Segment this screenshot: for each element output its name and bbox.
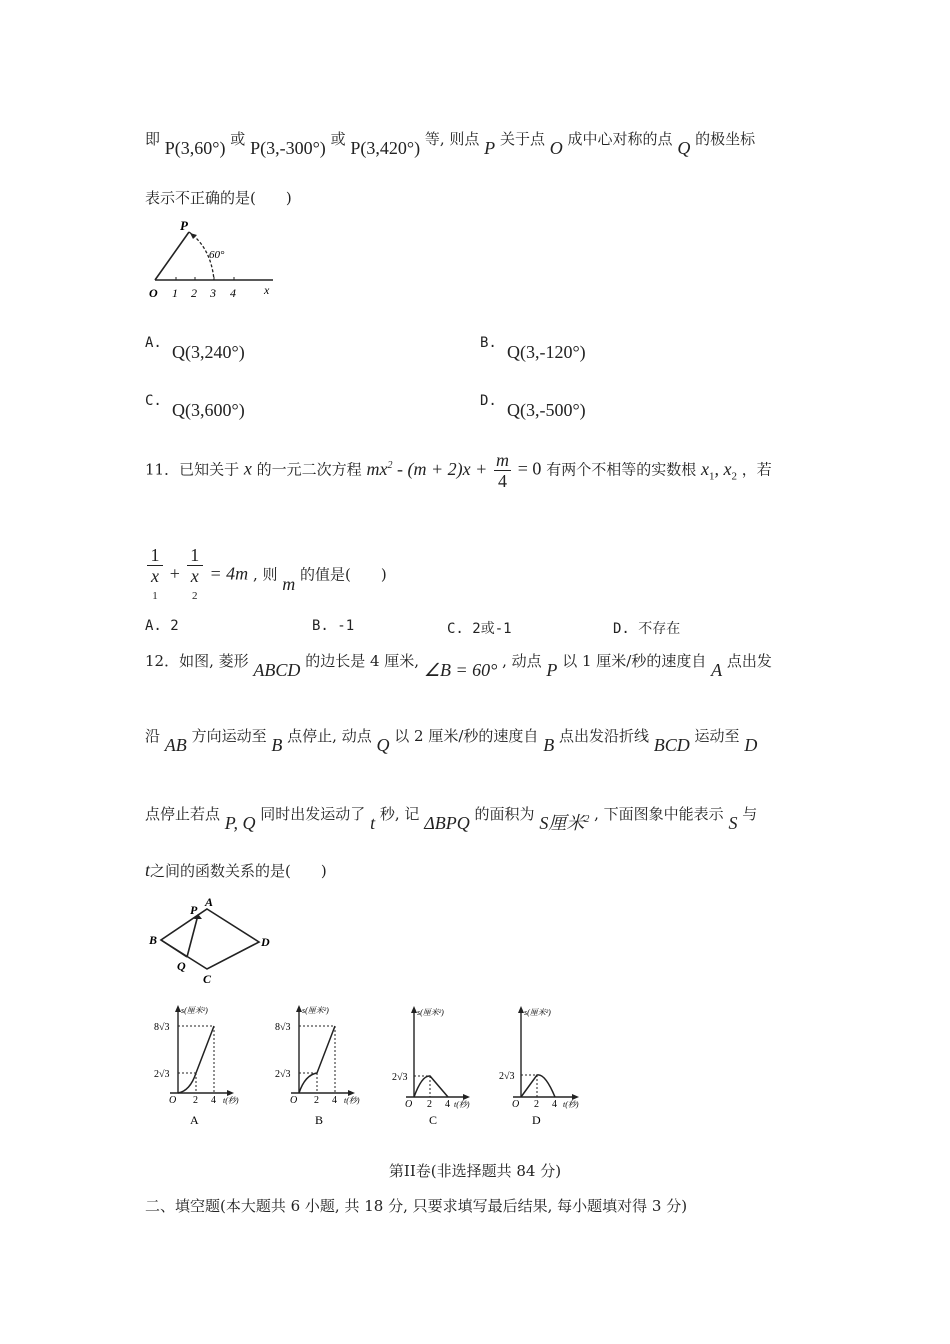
graph-d-y-lo: 2√3 <box>499 1071 515 1082</box>
q11-m: m <box>282 573 296 594</box>
segment-bq <box>161 940 187 957</box>
graph-b-tick-4: 4 <box>332 1095 337 1106</box>
graph-d-origin: O <box>512 1099 520 1110</box>
q10-or2: 或 <box>330 130 346 148</box>
graph-b-letter: B <box>315 1113 324 1127</box>
q12-pq: P, Q <box>224 813 256 833</box>
q12-bcd: BCD <box>653 735 690 755</box>
q10-option-b-value: Q(3,-120°) <box>507 342 586 362</box>
graph-c-y-lo: 2√3 <box>392 1072 408 1083</box>
q11-roots <box>701 458 738 483</box>
q10-lead: 即 <box>145 130 161 148</box>
q10-option-a-value: Q(3,240°) <box>172 342 245 362</box>
q12-l2f: 运动至 <box>694 727 740 745</box>
q12-l3d: 的面积为 <box>474 805 535 823</box>
arc-arrow-icon <box>190 233 197 239</box>
q11-eq-r: = 4m <box>209 563 249 584</box>
q12-l1b: 的边长是 4 厘米, <box>305 652 420 670</box>
graph-a-letter: A <box>190 1113 199 1127</box>
q11-option-a: A. 2 <box>145 618 179 634</box>
q12-l1a: 12．如图, 菱形 <box>145 652 249 670</box>
q11-eq-a: mx <box>366 458 388 479</box>
graph-c-curve <box>414 1076 448 1097</box>
polar-label-p: P <box>180 218 188 233</box>
rhombus-label-a: A <box>205 895 214 909</box>
graph-d-xlabel: t(秒) <box>563 1100 579 1109</box>
q10-option-d-value: Q(3,-500°) <box>507 400 586 420</box>
graph-c-letter: C <box>429 1113 438 1127</box>
q10-point-q: Q <box>677 138 691 158</box>
q11-frac-den: 4 <box>498 471 507 491</box>
q12-l2e: 点出发沿折线 <box>558 727 649 745</box>
q11-f1-num: 1 <box>147 545 163 566</box>
q11-text4: , 则 <box>252 565 278 584</box>
q12-b2: B <box>543 735 555 755</box>
q11-f2-num: 1 <box>187 545 203 566</box>
graph-c-tick-2: 2 <box>427 1099 432 1110</box>
q10-option-c-value: Q(3,600°) <box>172 400 245 420</box>
rhombus-abcd <box>161 909 259 969</box>
q10-or1: 或 <box>230 130 246 148</box>
q11-line2 <box>145 545 387 606</box>
q12-angle: ∠B = 60° <box>423 660 498 680</box>
q12-s-square: 2 <box>584 814 590 825</box>
q10-p3: P(3,420°) <box>350 138 421 158</box>
polar-label-o: O <box>149 286 158 300</box>
polar-tick-label-2: 2 <box>191 286 197 300</box>
q12-graph-b <box>275 1003 375 1128</box>
q12-l2b: 方向运动至 <box>191 727 267 745</box>
graph-c-xlabel: t(秒) <box>454 1100 470 1109</box>
q11-option-d: D. 不存在 <box>613 621 681 637</box>
q10-polar-figure <box>145 218 285 302</box>
graph-b-origin: O <box>290 1095 298 1106</box>
q12-b1: B <box>271 735 283 755</box>
q11-f2-den-x: x <box>190 566 199 586</box>
graph-a-xlabel: t(秒) <box>223 1096 239 1105</box>
graph-d-tick-2: 2 <box>534 1099 539 1110</box>
q12-l2d: 以 2 厘米/秒的速度自 <box>394 727 539 745</box>
q11-eq-c: = 0 <box>517 458 542 479</box>
q12-a: A <box>711 660 723 680</box>
q11-option-c: C. 2或-1 <box>447 621 512 637</box>
section-title: 第II卷(非选择题共 84 分) <box>388 1162 562 1180</box>
q12-t: t <box>370 813 376 833</box>
q12-line4 <box>145 860 327 881</box>
q12-triangle: ΔBPQ <box>424 813 470 833</box>
q12-l3a: 点停止若点 <box>145 805 221 823</box>
section-heading: 二、填空题(本大题共 6 小题, 共 18 分, 只要求填写最后结果, 每小题填对得 3 分) <box>145 1197 688 1215</box>
rhombus-label-b: B <box>149 933 158 947</box>
q12-line2 <box>145 725 758 755</box>
graph-c-tick-4: 4 <box>445 1099 450 1110</box>
q10-p2: P(3,-300°) <box>250 138 326 158</box>
rhombus-label-q: Q <box>177 959 186 973</box>
polar-tick-label-3: 3 <box>210 286 216 300</box>
graph-a-y-hi: 8√3 <box>154 1022 170 1033</box>
q10-line2: 表示不正确的是( ) <box>145 189 292 207</box>
q11-eq-square: 2 <box>387 459 393 471</box>
graph-b-tick-2: 2 <box>314 1095 319 1106</box>
q12-line3 <box>145 800 758 833</box>
q10-text4: 的极坐标 <box>695 130 756 148</box>
rhombus-label-d: D <box>261 935 270 949</box>
graph-d-ylabel: s(厘米²) <box>524 1008 551 1017</box>
rhombus-label-c: C <box>203 972 212 985</box>
q12-l3e: , 下面图象中能表示 <box>594 805 724 823</box>
q11-root-x2: , x <box>714 458 732 479</box>
graph-b-ylabel: s(厘米²) <box>302 1006 329 1015</box>
q11-root-s1: 1 <box>709 470 715 483</box>
q12-l3f: 与 <box>742 805 758 823</box>
q11-f1-den-s: 1 <box>152 590 158 602</box>
q10-option-d-letter: D. <box>480 393 497 409</box>
q11-frac-num: m <box>496 450 509 470</box>
polar-tick-label-1: 1 <box>172 286 178 300</box>
q12-l1e: 点出发 <box>726 652 772 670</box>
q11-option-b: B. -1 <box>312 618 355 634</box>
q12-l1d: 以 1 厘米/秒的速度自 <box>562 652 707 670</box>
graph-a-tick-2: 2 <box>193 1095 198 1106</box>
rhombus-label-p: P <box>190 903 198 917</box>
q10-p1: P(3,60°) <box>164 138 226 158</box>
q11-root-s2: 2 <box>731 470 738 483</box>
graph-a-origin: O <box>169 1095 177 1106</box>
q12-l3b: 同时出发运动了 <box>260 805 366 823</box>
q10-text1: 等, 则点 <box>424 130 480 148</box>
q11-text1: 的一元二次方程 <box>256 460 362 479</box>
q12-d: D <box>744 735 758 755</box>
graph-d-letter: D <box>532 1113 541 1127</box>
q10-text3: 成中心对称的点 <box>567 130 673 148</box>
q11-equation <box>366 459 487 479</box>
q12-line1 <box>145 650 772 680</box>
q10-point-o: O <box>549 138 563 158</box>
q10-option-c-letter: C. <box>145 393 162 409</box>
q12-graph-c <box>390 1003 490 1128</box>
q10-point-p: P <box>484 138 496 158</box>
q11-text5: 的值是( ) <box>300 565 387 584</box>
graph-c-origin: O <box>405 1099 413 1110</box>
graph-b-y-lo: 2√3 <box>275 1069 291 1080</box>
q10-option-b-letter: B. <box>480 335 497 351</box>
graph-a-tick-4: 4 <box>211 1095 216 1106</box>
q11-eq-b: - (m + 2)x + <box>392 458 488 479</box>
q12-l2c: 点停止, 动点 <box>287 727 372 745</box>
q11-fraction-m-over-4 <box>494 450 511 491</box>
q12-l4: 之间的函数关系的是( ) <box>150 862 327 880</box>
q11-text2: 有两个不相等的实数根 <box>546 460 697 479</box>
q12-l1c: , 动点 <box>502 652 542 670</box>
q10-text2: 关于点 <box>499 130 545 148</box>
graph-a-ylabel: s(厘米²) <box>181 1006 208 1015</box>
q12-l2a: 沿 <box>145 727 161 745</box>
q10-line1 <box>145 128 756 158</box>
polar-ray-op <box>155 232 189 280</box>
polar-label-angle: 60° <box>209 249 225 261</box>
q11-x: x <box>243 458 252 479</box>
q11-f1-den-x: x <box>151 566 159 586</box>
graph-b-xlabel: t(秒) <box>344 1096 360 1105</box>
graph-d-curve <box>521 1075 555 1097</box>
q10-option-a-letter: A. <box>145 335 162 351</box>
q11-plus: + <box>169 563 180 584</box>
q11-fraction-1-over-x2 <box>187 545 203 606</box>
q12-graph-a <box>150 1003 250 1128</box>
q12-l4-t: t <box>145 860 151 880</box>
polar-label-x: x <box>264 283 270 297</box>
q11-lead: 11．已知关于 <box>145 460 240 479</box>
graph-b-y-hi: 8√3 <box>275 1022 291 1033</box>
q12-q: Q <box>376 735 390 755</box>
q11-fraction-1-over-x1 <box>147 545 163 606</box>
graph-c-ylabel: s(厘米²) <box>417 1008 444 1017</box>
q11-f2-den-s: 2 <box>191 590 198 602</box>
q12-graph-d <box>495 1003 595 1128</box>
q11-line1 <box>145 450 772 491</box>
q12-s: S <box>728 813 738 833</box>
q12-p: P <box>546 660 558 680</box>
q12-abcd: ABCD <box>253 660 301 680</box>
q12-s-unit: S厘米 <box>539 813 585 833</box>
polar-tick-label-4: 4 <box>230 286 236 300</box>
q11-root-x1: x <box>701 458 710 479</box>
q12-ab: AB <box>164 735 187 755</box>
q11-text3: ，若 <box>741 460 772 479</box>
q12-rhombus-figure <box>145 895 280 985</box>
q12-l3c: 秒, 记 <box>379 805 420 823</box>
graph-d-tick-4: 4 <box>552 1099 557 1110</box>
graph-a-y-lo: 2√3 <box>154 1069 170 1080</box>
